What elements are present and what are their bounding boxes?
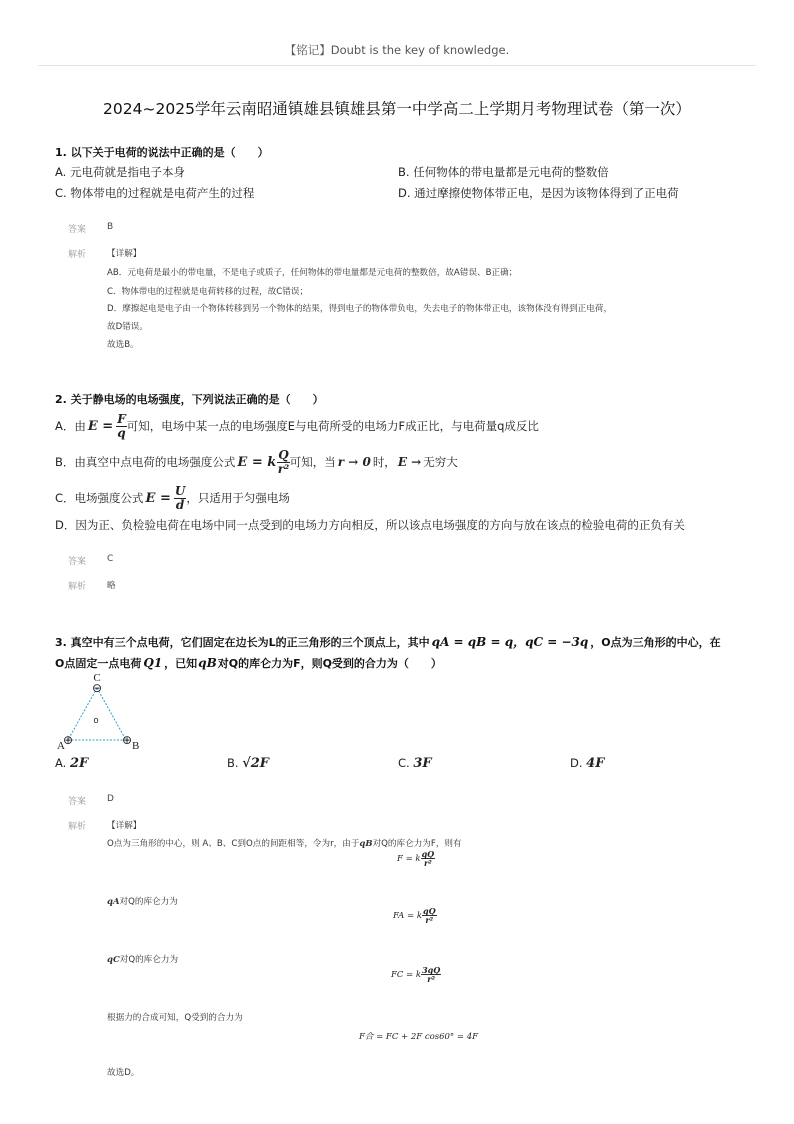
formula-f xyxy=(397,850,435,868)
q3-analysis-math: qA xyxy=(107,897,120,907)
q2-b-suffix: 无穷大 xyxy=(423,455,458,469)
motto: 【铭记】Doubt is the key of knowledge. xyxy=(284,43,510,57)
formula-fraction xyxy=(421,966,441,984)
q2-c-num: U xyxy=(174,483,186,498)
formula-fraction xyxy=(421,850,436,868)
q3-analysis-head: 【详解】 xyxy=(107,821,142,831)
q2-c-lhs: E = xyxy=(145,490,171,506)
q3-option-letter: B. xyxy=(227,756,239,770)
formula-den: r² xyxy=(425,915,434,926)
q2-option-c xyxy=(55,480,290,516)
formula-num: 3qQ xyxy=(422,965,441,975)
q2-c-den: d xyxy=(175,497,185,512)
formula-lhs: FA = k xyxy=(393,910,422,921)
q3-stem1a: 3. 真空中有三个点电荷，它们固定在边长为L的正三角形的三个顶点上，其中 xyxy=(55,636,430,649)
header-divider xyxy=(38,65,756,66)
q3-answer-label: 答案 xyxy=(68,797,87,807)
q2-a-num: F xyxy=(117,411,126,426)
q3-option-letter: D. xyxy=(570,756,583,770)
q3-analysis-line2 xyxy=(107,895,178,907)
q1-analysis-line: 故D错误。 xyxy=(107,322,148,332)
formula-fa xyxy=(393,907,437,925)
q3-stem2-math2: qB xyxy=(198,656,217,670)
q2-b-fraction xyxy=(277,449,289,475)
q3-option-value: 4F xyxy=(586,756,605,771)
q3-analysis-end: 故选D。 xyxy=(107,1068,140,1078)
q3-stem2a: O点固定一点电荷 xyxy=(55,657,142,670)
q2-a-den: q xyxy=(117,425,126,440)
q3-analysis-line3 xyxy=(107,953,178,965)
q2-b-mid2: 时， xyxy=(372,455,396,469)
q3-analysis-text: O点为三角形的中心，则 A、B、C到O点的间距相等，令为r，由于 xyxy=(107,839,360,849)
q3-analysis-label: 解析 xyxy=(68,822,87,832)
q3-option-value: √2F xyxy=(242,756,270,771)
q3-option-c xyxy=(398,756,432,771)
q3-answer-value: D xyxy=(107,794,114,804)
q3-stem1b: ，O点为三角形的中心，在 xyxy=(590,636,721,649)
q2-answer-label: 答案 xyxy=(68,557,87,567)
q1-analysis-line: AB．元电荷是最小的带电量，不是电子或质子，任何物体的带电量都是元电荷的整数倍，故A错误、B正确； xyxy=(107,268,518,278)
q2-b-den: r² xyxy=(277,461,290,476)
q2-analysis-text: 略 xyxy=(107,581,116,591)
q2-a-suffix: 可知，电场中某一点的电场强度E与电荷所受的电场力F成正比，与电荷量q成反比 xyxy=(126,419,539,433)
vertex-c-label: C xyxy=(93,672,101,684)
center-o-label: o xyxy=(93,715,99,725)
formula-den: r² xyxy=(427,974,435,985)
q2-analysis-label: 解析 xyxy=(68,582,87,592)
page-title: 2024~2025学年云南昭通镇雄县镇雄县第一中学高二上学期月考物理试卷（第一次） xyxy=(103,100,691,118)
formula-num: qQ xyxy=(422,906,436,916)
q1-option-a: A. 元电荷就是指电子本身 xyxy=(55,165,185,179)
q3-option-value: 3F xyxy=(413,756,432,771)
q2-a-lhs: E = xyxy=(87,418,114,434)
q1-answer-label: 答案 xyxy=(68,225,87,235)
q2-stem: 2. 关于静电场的电场强度，下列说法正确的是（ ） xyxy=(55,393,324,406)
q2-a-fraction xyxy=(116,413,127,439)
q2-c-suffix: ，只适用于匀强电场 xyxy=(186,491,290,505)
q3-option-d xyxy=(570,756,604,771)
vertex-a-label: A xyxy=(57,740,65,752)
q3-analysis-text: 对Q的库仑力为 xyxy=(119,897,178,907)
q3-stem1-math: qA = qB = q，qC = −3q xyxy=(431,635,589,649)
q3-analysis-line1 xyxy=(107,837,462,849)
q2-b-cond: r → 0 xyxy=(337,455,371,469)
vertex-b-label: B xyxy=(132,740,140,752)
q1-stem: 1. 以下关于电荷的说法中正确的是（ ） xyxy=(55,146,269,159)
q2-answer-value: C xyxy=(107,554,114,564)
q2-b-prefix: B．由真空中点电荷的电场强度公式 xyxy=(55,455,236,469)
q2-a-prefix: A．由 xyxy=(55,419,86,433)
q2-c-fraction xyxy=(174,485,186,511)
positive-charge-icon: ⊕ xyxy=(121,733,133,747)
q2-b-lhs: E = k xyxy=(237,454,277,470)
q3-stem2b: ，已知 xyxy=(164,657,198,670)
q1-answer-value: B xyxy=(107,222,114,232)
q1-option-d: D. 通过摩擦使物体带正电，是因为该物体得到了正电荷 xyxy=(398,186,679,200)
q3-stem-line1 xyxy=(55,633,721,650)
triangle-charge-figure xyxy=(50,668,150,756)
q3-stem2-math: Q1 xyxy=(143,656,163,670)
formula-den: r² xyxy=(424,858,432,869)
q2-b-mid1: 可知，当 xyxy=(289,455,336,469)
q1-analysis-label: 解析 xyxy=(68,250,87,260)
negative-charge-icon: ⊖ xyxy=(91,681,103,695)
q2-option-d: D．因为正、负检验电荷在电场中同一点受到的电场力方向相反，所以该点电场强度的方向与放在该点的检验电荷的正负有关 xyxy=(55,518,685,532)
q1-analysis-line: C．物体带电的过程就是电荷转移的过程，故C错误； xyxy=(107,287,309,297)
q1-analysis-line: 【详解】 xyxy=(107,249,142,259)
q3-analysis-line4: 根据力的合成可知，Q受到的合力为 xyxy=(107,1013,243,1023)
q2-option-a xyxy=(55,408,539,444)
q3-analysis-text: 对Q的库仑力为F，则有 xyxy=(372,839,462,849)
q3-option-a xyxy=(55,756,88,771)
positive-charge-icon: ⊕ xyxy=(62,733,74,747)
formula-lhs: F = k xyxy=(397,853,421,864)
q1-analysis-line: D．摩擦起电是电子由一个物体转移到另一个物体的结果，得到电子的物体带负电，失去电子的物体带正电，该物体没有得到正电荷， xyxy=(107,304,613,314)
q2-b-res: E → xyxy=(397,455,422,469)
q3-option-letter: C. xyxy=(398,756,410,770)
q3-analysis-math: qC xyxy=(107,955,120,965)
q3-option-value: 2F xyxy=(69,756,89,771)
formula-fraction xyxy=(422,907,437,925)
q1-analysis-line: 故选B。 xyxy=(107,340,139,350)
q2-b-num: Q xyxy=(278,447,289,462)
q1-option-b: B. 任何物体的带电量都是元电荷的整数倍 xyxy=(398,165,609,179)
q3-option-b xyxy=(227,756,269,771)
q1-option-c: C. 物体带电的过程就是电荷产生的过程 xyxy=(55,186,255,200)
q3-stem2c: 对Q的库仑力为F，则Q受到的合力为（ ） xyxy=(217,657,442,670)
formula-lhs: FC = k xyxy=(391,969,422,980)
formula-total: F合 = FC + 2F cos60° = 4F xyxy=(359,1032,478,1042)
q2-c-prefix: C．电场强度公式 xyxy=(55,491,144,505)
q3-analysis-math: qB xyxy=(359,839,373,849)
q2-option-b xyxy=(55,444,458,480)
formula-fc xyxy=(391,966,441,984)
q3-analysis-text: 对Q的库仑力为 xyxy=(119,955,179,965)
formula-num: qQ xyxy=(421,849,435,859)
q3-option-letter: A. xyxy=(55,756,67,770)
